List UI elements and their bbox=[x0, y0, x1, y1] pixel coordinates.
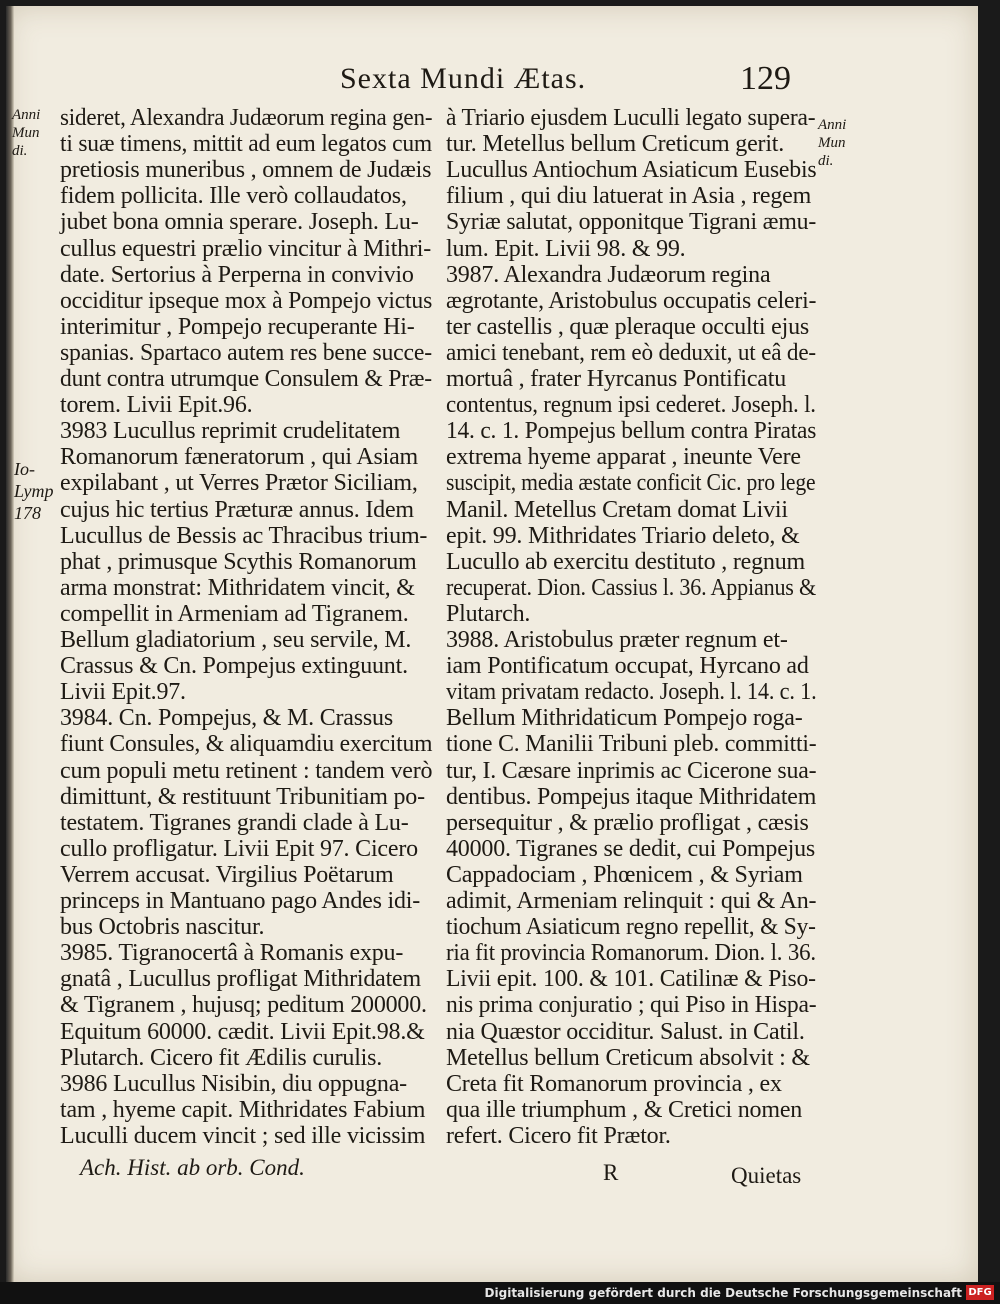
text-line: cujus hic tertius Præturæ annus. Idem bbox=[60, 496, 414, 523]
footer-book-title: Ach. Hist. ab orb. Cond. bbox=[80, 1155, 305, 1180]
text-line: refert. Cicero fit Prætor. bbox=[446, 1122, 671, 1149]
margin-note-olympiad bbox=[14, 458, 53, 524]
text-line: Lucullus Antiochum Asiaticum Eusebis bbox=[446, 157, 817, 184]
text-line: ægrotante, Aristobulus occupatis celeri- bbox=[446, 287, 817, 314]
margin-note-line: 178 bbox=[14, 503, 41, 523]
text-line: compellit in Armeniam ad Tigranem. bbox=[60, 600, 409, 627]
page-number: 129 bbox=[740, 60, 791, 97]
margin-note-line: Mun bbox=[12, 125, 40, 141]
catchword: Quietas bbox=[731, 1163, 802, 1188]
text-line: vitam privatam redacto. Joseph. l. 14. c. 1. bbox=[446, 679, 817, 706]
text-line: Syriæ salutat, opponitque Tigrani æmu- bbox=[446, 209, 817, 236]
text-line: Lucullus de Bessis ac Thracibus trium- bbox=[60, 522, 428, 549]
text-line: interimitur , Pompejo recuperante Hi- bbox=[60, 313, 415, 340]
text-line: Crassus & Cn. Pompejus extinguunt. bbox=[60, 653, 408, 680]
text-line: nia Quæstor occiditur. Salust. in Catil. bbox=[446, 1018, 805, 1045]
text-line: jubet bona omnia sperare. Joseph. Lu- bbox=[60, 209, 419, 236]
text-line: contentus, regnum ipsi cederet. Joseph. l. bbox=[446, 392, 816, 419]
text-line: cullus equestri prælio vincitur à Mithri- bbox=[60, 235, 432, 262]
text-line: lum. Epit. Livii 98. & 99. bbox=[446, 235, 686, 262]
text-line: 3984. Cn. Pompejus, & M. Crassus bbox=[60, 705, 393, 732]
text-line: tur, I. Cæsare inprimis ac Cicerone sua- bbox=[446, 757, 817, 784]
margin-note-anni-mundi-right bbox=[818, 116, 846, 170]
text-line: arma monstrat: Mithridatem vincit, & bbox=[60, 574, 415, 601]
text-line: sideret, Alexandra Judæorum regina gen- bbox=[60, 105, 433, 131]
text-line: fidem pollicita. Ille verò collaudatos, bbox=[60, 183, 407, 210]
text-line: Creta fit Romanorum provincia , ex bbox=[446, 1070, 782, 1097]
text-line: Cappadociam , Phœnicem , & Syriam bbox=[446, 861, 803, 888]
text-line: extrema hyeme apparat , ineunte Vere bbox=[446, 444, 801, 471]
text-line: dimittunt, & restituunt Tribunitiam po- bbox=[60, 783, 425, 810]
text-line: tur. Metellus bellum Creticum gerit. bbox=[446, 131, 785, 158]
text-line: ria fit provincia Romanorum. Dion. l. 36. bbox=[446, 940, 816, 967]
page-spine-shadow bbox=[6, 6, 14, 1282]
text-line: testatem. Tigranes grandi clade à Lu- bbox=[60, 809, 409, 836]
text-line: Lucullo ab exercitu destituto , regnum bbox=[446, 548, 805, 575]
text-line: amici tenebant, rem eò deduxit, ut eâ de- bbox=[446, 339, 816, 366]
text-line: occiditur ipseque mox à Pompejo victus bbox=[60, 287, 433, 314]
text-line: 3987. Alexandra Judæorum regina bbox=[446, 261, 771, 288]
text-line: persequitur , & prælio profligat , cæsis bbox=[446, 809, 809, 836]
text-line: Bellum gladiatorium , seu servile, M. bbox=[60, 627, 412, 653]
text-line: 3986 Lucullus Nisibin, diu oppugna- bbox=[60, 1070, 407, 1097]
digitization-credit: Digitalisierung gefördert durch die Deutsche Forschungsgemeinschaft bbox=[484, 1286, 962, 1300]
text-line: ter castellis , quæ pleraque occulti ejus bbox=[446, 313, 810, 340]
text-line: cullo profligatur. Livii Epit 97. Cicero bbox=[60, 835, 418, 862]
text-line: Metellus bellum Creticum absolvit : & bbox=[446, 1044, 810, 1071]
text-line: torem. Livii Epit.96. bbox=[60, 392, 253, 419]
text-line: ti suæ timens, mittit ad eum legatos cum bbox=[60, 131, 432, 158]
text-line: adimit, Armeniam relinquit : qui & An- bbox=[446, 888, 817, 914]
text-line: gnatâ , Lucullus profligat Mithridatem bbox=[60, 966, 421, 993]
text-line: dentibus. Pompejus itaque Mithridatem bbox=[446, 783, 817, 810]
text-line: mortuâ , frater Hyrcanus Pontificatu bbox=[446, 366, 787, 392]
text-line: 3983 Lucullus reprimit crudelitatem bbox=[60, 418, 401, 445]
text-line: Luculli ducem vincit ; sed ille vicissim bbox=[60, 1122, 426, 1149]
text-line: 3985. Tigranocertâ à Romanis expu- bbox=[60, 940, 404, 967]
text-line: dunt contra utrumque Consulem & Præ- bbox=[60, 366, 432, 392]
margin-note-anni-mundi-left bbox=[12, 106, 40, 160]
text-line: Plutarch. bbox=[446, 600, 531, 627]
text-line: bus Octobris nascitur. bbox=[60, 914, 265, 941]
margin-note-line: Io- bbox=[14, 459, 35, 479]
running-head: Sexta Mundi Ætas. bbox=[340, 62, 587, 95]
text-line: princeps in Mantuano pago Andes idi- bbox=[60, 888, 421, 914]
text-line: recuperat. Dion. Cassius l. 36. Appianus & bbox=[446, 574, 817, 601]
text-line: tiochum Asiaticum regno repellit, & Sy- bbox=[446, 914, 816, 941]
text-line: 14. c. 1. Pompejus bellum contra Piratas bbox=[446, 418, 817, 445]
text-line: tione C. Manilii Tribuni pleb. committi- bbox=[446, 731, 817, 758]
margin-note-line: di. bbox=[12, 143, 28, 159]
text-line: epit. 99. Mithridates Triario deleto, & bbox=[446, 522, 800, 549]
text-line: cum populi metu retinent : tandem verò bbox=[60, 757, 433, 784]
margin-note-line: di. bbox=[818, 153, 834, 169]
text-line: à Triario ejusdem Luculli legato supera- bbox=[446, 105, 816, 131]
text-line: Plutarch. Cicero fit Ædilis curulis. bbox=[60, 1044, 383, 1071]
text-line: expilabant , ut Verres Prætor Siciliam, bbox=[60, 470, 418, 497]
dfg-logo: DFG bbox=[966, 1285, 994, 1300]
margin-note-line: Lymp bbox=[14, 481, 54, 501]
text-line: nis prima conjuratio ; qui Piso in Hispa- bbox=[446, 992, 817, 1019]
text-line: spanias. Spartaco autem res bene succe- bbox=[60, 339, 432, 366]
text-line: Equitum 60000. cædit. Livii Epit.98.& bbox=[60, 1018, 425, 1045]
signature-mark: R bbox=[603, 1160, 619, 1185]
text-line: Livii Epit.97. bbox=[60, 679, 186, 706]
text-line: Livii epit. 100. & 101. Catilinæ & Piso- bbox=[446, 966, 816, 993]
text-line: Manil. Metellus Cretam domat Livii bbox=[446, 496, 788, 523]
margin-note-line: Anni bbox=[12, 107, 41, 123]
text-line: & Tigranem , hujusq; peditum 200000. bbox=[60, 992, 427, 1019]
text-line: filium , qui diu latuerat in Asia , regem bbox=[446, 183, 812, 210]
text-line: date. Sertorius à Perperna in convivio bbox=[60, 261, 414, 288]
text-line: fiunt Consules, & aliquamdiu exercitum bbox=[60, 731, 433, 758]
text-line: tam , hyeme capit. Mithridates Fabium bbox=[60, 1096, 426, 1123]
text-line: 40000. Tigranes se dedit, cui Pompejus bbox=[446, 835, 816, 862]
text-line: phat , primusque Scythis Romanorum bbox=[60, 548, 417, 575]
margin-note-line: Mun bbox=[818, 135, 846, 151]
text-line: iam Pontificatum occupat, Hyrcano ad bbox=[446, 653, 809, 680]
text-line: qua ille triumphum , & Cretici nomen bbox=[446, 1096, 803, 1123]
text-line: 3988. Aristobulus præter regnum et- bbox=[446, 627, 788, 653]
text-line: Verrem accusat. Virgilius Poëtarum bbox=[60, 861, 394, 888]
text-line: pretiosis muneribus , omnem de Judæis bbox=[60, 157, 432, 184]
text-line: Romanorum fæneratorum , qui Asiam bbox=[60, 444, 419, 471]
margin-note-line: Anni bbox=[818, 117, 847, 133]
text-line: Bellum Mithridaticum Pompejo roga- bbox=[446, 705, 803, 732]
text-line: suscipit, media æstate conficit Cic. pro lege bbox=[446, 470, 816, 497]
